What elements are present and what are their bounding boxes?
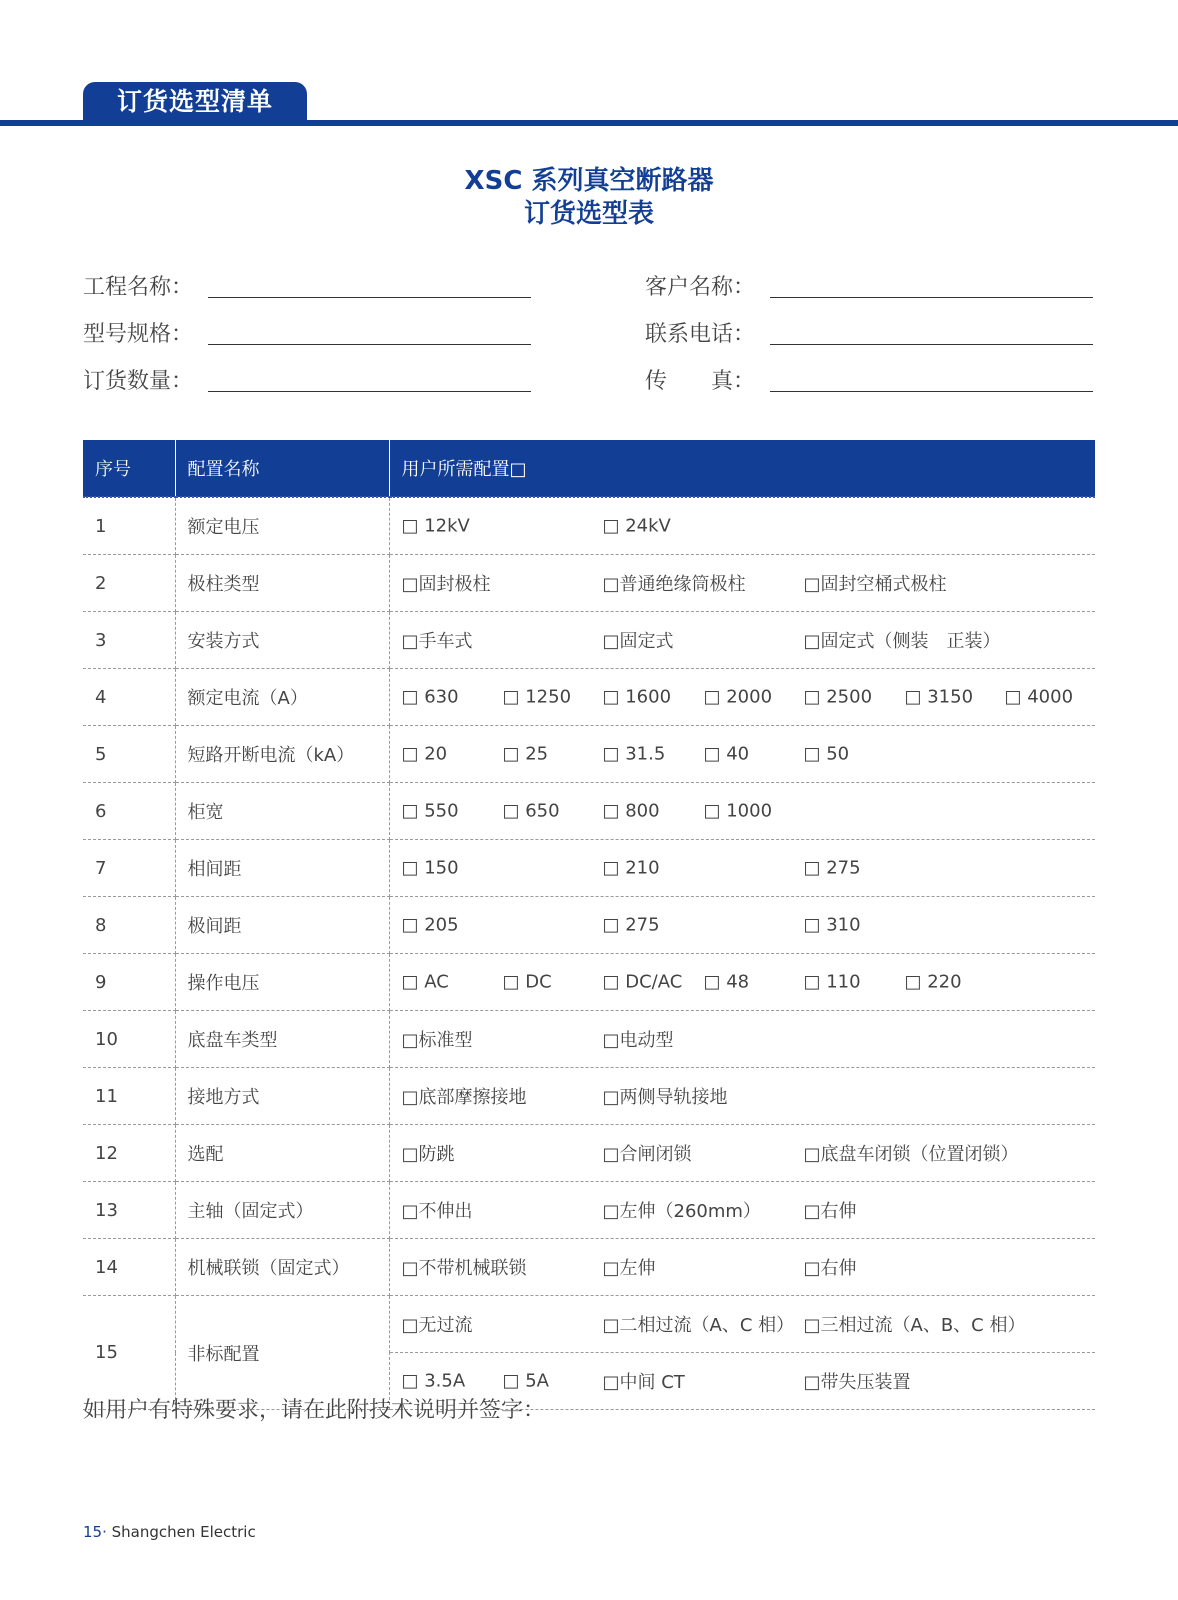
- row-number: 3: [83, 612, 175, 669]
- page-title: XSC 系列真空断路器: [464, 166, 714, 196]
- option-checkbox[interactable]: □ 12kV: [401, 515, 470, 537]
- option-checkbox[interactable]: □ 275: [803, 857, 861, 879]
- table-body: [83, 497, 1095, 1410]
- config-name: 机械联锁（固定式）: [175, 1239, 389, 1296]
- row-number: 7: [83, 840, 175, 897]
- column-header-no: 序号: [83, 440, 175, 497]
- option-checkbox[interactable]: □ 1600: [602, 686, 672, 708]
- table-row: [83, 1296, 1095, 1353]
- config-options: [389, 783, 1095, 840]
- option-checkbox[interactable]: □ 1000: [703, 800, 773, 822]
- table-row: [83, 1011, 1095, 1068]
- row-number: 15: [83, 1296, 175, 1410]
- config-options: [389, 897, 1095, 954]
- option-checkbox[interactable]: □防跳: [401, 1144, 455, 1165]
- option-checkbox[interactable]: □ 25: [502, 743, 549, 765]
- config-name: 额定电压: [175, 497, 389, 555]
- option-checkbox[interactable]: □底部摩擦接地: [401, 1087, 527, 1108]
- option-checkbox[interactable]: □左伸（260mm）: [602, 1201, 761, 1222]
- section-tab: 订货选型清单: [83, 82, 307, 122]
- table-row: [83, 954, 1095, 1011]
- model-spec-line[interactable]: [208, 344, 531, 345]
- option-checkbox[interactable]: □普通绝缘筒极柱: [602, 574, 746, 595]
- config-options: [389, 1239, 1095, 1296]
- config-options: [389, 612, 1095, 669]
- option-checkbox[interactable]: □ 275: [602, 914, 660, 936]
- option-checkbox[interactable]: □ 630: [401, 686, 459, 708]
- special-requirements-note: 如用户有特殊要求，请在此附技术说明并签字：: [83, 1398, 546, 1423]
- option-checkbox[interactable]: □ 210: [602, 857, 660, 879]
- config-name: 相间距: [175, 840, 389, 897]
- option-checkbox[interactable]: □右伸: [803, 1258, 857, 1279]
- option-checkbox[interactable]: □ 1250: [502, 686, 572, 708]
- option-checkbox[interactable]: □三相过流（A、B、C 相）: [803, 1315, 1026, 1336]
- project-name-label: 工程名称：: [83, 275, 194, 300]
- option-checkbox[interactable]: □ 110: [803, 971, 861, 993]
- config-name: 底盘车类型: [175, 1011, 389, 1068]
- row-number: 5: [83, 726, 175, 783]
- row-number: 8: [83, 897, 175, 954]
- option-checkbox[interactable]: □ 5A: [502, 1370, 549, 1392]
- config-name: 极间距: [175, 897, 389, 954]
- table-row: [83, 897, 1095, 954]
- table-row: [83, 669, 1095, 726]
- config-name: 极柱类型: [175, 555, 389, 612]
- row-number: 11: [83, 1068, 175, 1125]
- page-footer: [83, 1523, 256, 1541]
- row-number: 1: [83, 497, 175, 555]
- option-checkbox[interactable]: □ 2000: [703, 686, 773, 708]
- row-number: 2: [83, 555, 175, 612]
- option-checkbox[interactable]: □ 24kV: [602, 515, 671, 537]
- option-checkbox[interactable]: □ AC: [401, 971, 449, 993]
- config-options: [389, 1125, 1095, 1182]
- config-name: 操作电压: [175, 954, 389, 1011]
- config-options: [389, 555, 1095, 612]
- order-quantity-label: 订货数量：: [83, 369, 194, 394]
- option-checkbox[interactable]: □二相过流（A、C 相）: [602, 1315, 795, 1336]
- option-checkbox[interactable]: □标准型: [401, 1030, 473, 1051]
- option-checkbox[interactable]: □不带机械联锁: [401, 1258, 527, 1279]
- option-checkbox[interactable]: □电动型: [602, 1030, 674, 1051]
- option-checkbox[interactable]: □合闸闭锁: [602, 1144, 692, 1165]
- config-name: 安装方式: [175, 612, 389, 669]
- row-number: 9: [83, 954, 175, 1011]
- table-row: [83, 612, 1095, 669]
- contact-phone-line[interactable]: [770, 344, 1093, 345]
- option-checkbox[interactable]: □ 650: [502, 800, 560, 822]
- table-row: [83, 1239, 1095, 1296]
- option-checkbox[interactable]: □ 50: [803, 743, 850, 765]
- project-name-line[interactable]: [208, 297, 531, 298]
- column-header-name: 配置名称: [175, 440, 389, 497]
- option-checkbox[interactable]: □不伸出: [401, 1201, 473, 1222]
- option-checkbox[interactable]: □ 31.5: [602, 743, 666, 765]
- table-row: [83, 1182, 1095, 1239]
- order-quantity-line[interactable]: [208, 391, 531, 392]
- config-name: 非标配置: [175, 1296, 389, 1410]
- option-checkbox[interactable]: □固封极柱: [401, 574, 491, 595]
- option-checkbox[interactable]: □ 150: [401, 857, 459, 879]
- config-name: 额定电流（A）: [175, 669, 389, 726]
- option-checkbox[interactable]: □无过流: [401, 1315, 473, 1336]
- config-name: 接地方式: [175, 1068, 389, 1125]
- config-options: [389, 1182, 1095, 1239]
- table-row: [83, 840, 1095, 897]
- table-row: [83, 555, 1095, 612]
- option-checkbox[interactable]: □ DC: [502, 971, 552, 993]
- option-checkbox[interactable]: □ 48: [703, 971, 750, 993]
- option-checkbox[interactable]: □ 3150: [904, 686, 974, 708]
- table-row: [83, 497, 1095, 555]
- config-options: [389, 726, 1095, 783]
- fax-line[interactable]: [770, 391, 1093, 392]
- config-name: 主轴（固定式）: [175, 1182, 389, 1239]
- table-row: [83, 1068, 1095, 1125]
- option-checkbox[interactable]: □固定式: [602, 631, 674, 652]
- table-row: [83, 726, 1095, 783]
- customer-name-label: 客户名称：: [645, 275, 756, 300]
- table-row: [83, 783, 1095, 840]
- config-options: [389, 497, 1095, 555]
- config-options: [389, 1068, 1095, 1125]
- fax-label: 传 真：: [645, 369, 756, 394]
- config-name: 短路开断电流（kA）: [175, 726, 389, 783]
- option-checkbox[interactable]: □手车式: [401, 631, 473, 652]
- config-options: [389, 669, 1095, 726]
- config-options: [389, 954, 1095, 1011]
- row-number: 4: [83, 669, 175, 726]
- option-checkbox[interactable]: □ 40: [703, 743, 750, 765]
- page-subtitle: 订货选型表: [523, 199, 654, 229]
- config-options: [389, 840, 1095, 897]
- option-checkbox[interactable]: □ 550: [401, 800, 459, 822]
- option-checkbox[interactable]: □带失压装置: [803, 1372, 911, 1393]
- config-options: [389, 1011, 1095, 1068]
- option-checkbox[interactable]: □ 20: [401, 743, 448, 765]
- option-checkbox[interactable]: □中间 CT: [602, 1372, 685, 1393]
- contact-phone-label: 联系电话：: [645, 322, 756, 347]
- option-checkbox[interactable]: □ 310: [803, 914, 861, 936]
- option-checkbox[interactable]: □左伸: [602, 1258, 656, 1279]
- row-number: 12: [83, 1125, 175, 1182]
- option-checkbox[interactable]: □固封空桶式极柱: [803, 574, 947, 595]
- option-checkbox[interactable]: □底盘车闭锁（位置闭锁）: [803, 1144, 1019, 1165]
- option-checkbox[interactable]: □ 205: [401, 914, 459, 936]
- config-options: [389, 1296, 1095, 1353]
- option-checkbox[interactable]: □ 3.5A: [401, 1370, 466, 1392]
- table-header-row: [83, 440, 1095, 497]
- customer-name-line[interactable]: [770, 297, 1093, 298]
- option-checkbox[interactable]: □右伸: [803, 1201, 857, 1222]
- header-rule: [0, 120, 1178, 126]
- option-checkbox[interactable]: □ 4000: [1004, 686, 1074, 708]
- option-checkbox[interactable]: □ 220: [904, 971, 962, 993]
- config-name: 柜宽: [175, 783, 389, 840]
- selection-table: [83, 440, 1095, 1410]
- option-checkbox[interactable]: □ DC/AC: [602, 971, 683, 993]
- option-checkbox[interactable]: □ 800: [602, 800, 660, 822]
- table-row: [83, 1125, 1095, 1182]
- row-number: 6: [83, 783, 175, 840]
- option-checkbox[interactable]: □ 2500: [803, 686, 873, 708]
- row-number: 10: [83, 1011, 175, 1068]
- page-number: 15·: [83, 1523, 107, 1541]
- row-number: 13: [83, 1182, 175, 1239]
- row-number: 14: [83, 1239, 175, 1296]
- column-header-config: 用户所需配置□: [389, 440, 1095, 497]
- option-checkbox[interactable]: □两侧导轨接地: [602, 1087, 728, 1108]
- config-name: 选配: [175, 1125, 389, 1182]
- brand-name: Shangchen Electric: [106, 1523, 256, 1541]
- option-checkbox[interactable]: □固定式（侧装 正装）: [803, 631, 1001, 652]
- model-spec-label: 型号规格：: [83, 322, 194, 347]
